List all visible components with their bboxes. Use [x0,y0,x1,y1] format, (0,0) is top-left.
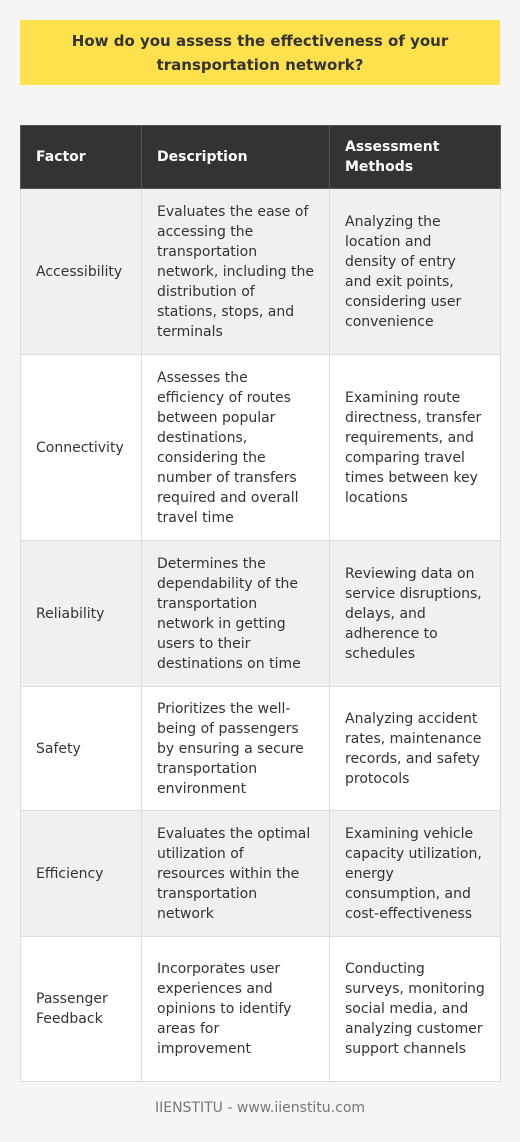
methods-cell: Analyzing the location and density of entry and exit points, considering user convenience [330,189,501,355]
description-cell: Evaluates the optimal utilization of resources within the transportation network [142,811,330,937]
assessment-table [20,125,501,1082]
methods-cell: Conducting surveys, monitoring social media, and analyzing customer support channels [330,937,501,1082]
page-title: How do you assess the effectiveness of your transportation network? [71,31,449,74]
factor-cell: Passenger Feedback [21,937,142,1082]
table-header-row [21,126,501,189]
table-row [21,355,501,541]
description-cell: Assesses the efficiency of routes between popular destinations, considering the number of transfers required and overall travel time [142,355,330,541]
header-assessment-methods: Assessment Methods [330,126,501,189]
methods-cell: Analyzing accident rates, maintenance records, and safety protocols [330,687,501,811]
table-row [21,541,501,687]
footer-credit: IIENSTITU - www.iienstitu.com [154,1100,366,1116]
factor-cell: Safety [21,687,142,811]
methods-cell: Examining vehicle capacity utilization, energy consumption, and cost-effectiveness [330,811,501,937]
factor-cell: Connectivity [21,355,142,541]
table-row [21,937,501,1082]
methods-cell: Examining route directness, transfer requirements, and comparing travel times between key locations [330,355,501,541]
header-factor: Factor [21,126,142,189]
factor-cell: Reliability [21,541,142,687]
factor-cell: Accessibility [21,189,142,355]
description-cell: Incorporates user experiences and opinions to identify areas for improvement [142,937,330,1082]
header-description: Description [142,126,330,189]
factor-cell: Efficiency [21,811,142,937]
description-cell: Evaluates the ease of accessing the transportation network, including the distribution of stations, stops, and terminals [142,189,330,355]
table-row [21,687,501,811]
description-cell: Prioritizes the well-being of passengers by ensuring a secure transportation environment [142,687,330,811]
table-row [21,189,501,355]
table-row [21,811,501,937]
description-cell: Determines the dependability of the transportation network in getting users to their destinations on time [142,541,330,687]
title-banner [20,20,500,85]
methods-cell: Reviewing data on service disruptions, delays, and adherence to schedules [330,541,501,687]
